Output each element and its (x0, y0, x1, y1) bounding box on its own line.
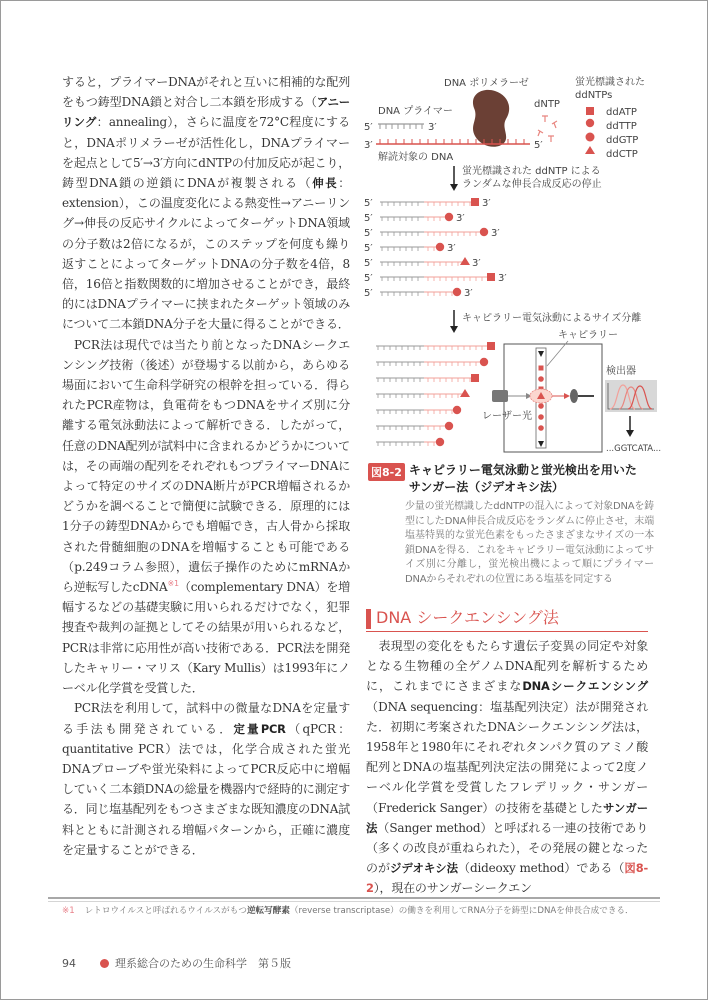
primer-label: DNA プライマー (378, 106, 453, 117)
fragment-5prime: 5′ (364, 228, 373, 239)
fragment-row (364, 243, 456, 254)
dntp-icons (538, 116, 557, 142)
term-sanger: サンガー法 (366, 800, 648, 835)
sequence-readout: ...GGTCATA... (606, 444, 662, 454)
page-footer (62, 955, 291, 971)
term-dideoxy: ジデオキシ法 (390, 861, 458, 876)
fragment-5prime: 5′ (364, 258, 373, 269)
legend-ddgtp: ddGTP (606, 135, 639, 146)
fragment-3prime: 3′ (482, 198, 491, 209)
detector-label: 検出器 (606, 366, 636, 377)
ddctp-marker (460, 257, 470, 265)
ddntp-marker (453, 406, 461, 414)
fragment-5prime: 5′ (364, 198, 373, 209)
template-3prime: 3′ (364, 140, 373, 151)
ddatp-marker (471, 198, 479, 206)
section-marker (366, 609, 371, 629)
step1-line1: 蛍光標識された ddNTP による (462, 166, 601, 177)
detector-icon (570, 389, 578, 403)
dntp-label: dNTP (534, 99, 560, 110)
figure-badge: 図8-2 (368, 463, 405, 481)
figure-caption (368, 462, 654, 588)
ddatp-marker (487, 273, 495, 281)
ddntp-marker (445, 422, 453, 430)
fragment-row (364, 273, 507, 284)
capillary-band (538, 376, 544, 382)
ddntps-label-1: 蛍光標識された (575, 77, 645, 88)
capillary-band (538, 414, 544, 420)
ddatp-marker (487, 342, 495, 350)
ddntp-marker (480, 358, 488, 366)
template-5prime: 5′ (534, 140, 543, 151)
sorted-row (376, 358, 488, 366)
sanger-diagram (362, 74, 662, 458)
section-heading (366, 607, 648, 632)
term-extension: 伸長 (312, 176, 339, 191)
bullet-icon (100, 959, 109, 968)
fragment-3prime: 3′ (498, 273, 507, 284)
capillary-band (539, 366, 544, 371)
polymerase-label: DNA ポリメラーゼ (444, 78, 529, 89)
fragment-5prime: 5′ (364, 213, 373, 224)
fragment-row (364, 288, 473, 299)
fragment-row (364, 257, 481, 269)
figure-ref-link[interactable]: 図8-2 (366, 861, 648, 896)
caption-title: キャピラリー電気泳動と蛍光検出を用いたサンガー法（ジデオキシ法） (408, 463, 637, 494)
sorted-row (376, 374, 479, 382)
paragraph-pcr-applications: PCR法は現代では当たり前となったDNAシークエンシング技術（後述）が登場する以前から，あらゆる場面において生命科学研究の根幹を担っている．得られたPCR産物は，負電荷をもつDNAをサイズ別に分離する電気泳動法によって解析できる．したがって，任意のDNA配列が試料中に含まれるかどうかについては，その両端の配列をそれぞれもつプライマーDNAによって特定のサイズのDNA断片がPCR増幅されるかどうかを調べることで簡便に試験できる．原理的には1分子の鋳型DNAからでも増幅でき，古人骨から採取された骨髄細胞のDNAを増幅することも可能である（p.249コラム参照），遺伝子操作のためにmRNAから逆転写したcDNA$^{※1}$（complementary DNA）を増幅するなどの基礎実験に用いられるだけでなく，犯罪捜査や裁判の証拠としてその結果が用いられるなど，PCRは非常に応用性が高い技術である．PCR法を開発したキャリー・マリス（Kary Mullis）は1993年にノーベル化学賞を受賞した． (62, 337, 350, 696)
sorted-row (376, 422, 453, 430)
paragraph-pcr-cycle: すると，プライマーDNAがそれと互いに相補的な配列をもつ鋳型DNA鎖と対合し二本鎖を形成する（アニーリング：annealing），さらに温度を72°C程度にすると，DNAポリメラーゼが活性化し，DNAプライマーを起点として5′→3′方向にdNTPの付加反応が起こり，鋳型DNA鎖の逆鎖にDNAが複製される（伸長：extension），この温度変化による熱変性→アニーリング→伸長の反応サイクルによってターゲットDNA領域の分子数は2倍になるが，このステップを何度も繰り返すことによってターゲットDNAの分子数を4倍，8倍，16倍と指数関数的に増加させることができ，最終的にはDNAプライマーに挟まれたターゲット領域のみについて二本鎖DNA分子を大量に得ることができる． (62, 75, 350, 332)
polymerase-shape (473, 90, 509, 147)
ddgtp-circle-icon (586, 133, 595, 142)
laser-source (492, 390, 508, 402)
sorted-fragments (376, 342, 495, 446)
footnote-mark: ※1 (62, 906, 75, 916)
capillary-band (538, 403, 544, 409)
term-annealing: アニーリング (62, 95, 350, 130)
footnote-rule-thin (48, 901, 660, 902)
legend-ddctp: ddCTP (606, 149, 638, 160)
fragment-3prime: 3′ (456, 213, 465, 224)
fragment-row (364, 228, 500, 239)
sorted-row (376, 406, 461, 414)
paragraph-sequencing: 表現型の変化をもたらす遺伝子変異の同定や対象となる生物種の全ゲノムDNA配列を解析するために，これまでにさまざまなDNAシークエンシング（DNA sequencing：塩基配列決定）法が開発された．初期に考案されたDNAシークエンシング法は，1958年と1980年にそれぞれタンパク質のアミノ酸配列とDNAの塩基配列決定法の開発によって2度ノーベル化学賞を受賞したフレデリック・サンガー（Frederick Sanger）の技術を基礎としたサンガー法（Sanger method）と呼ばれる一連の技術であり（多くの改良が重ねられた），その発展の鍵となったのがジデオキシ法（dideoxy method）である（図8-2），現在のサンガーシークエン (366, 639, 648, 896)
term-dna-sequencing: DNAシークエンシング (522, 679, 648, 694)
ddctp-triangle-icon (585, 146, 595, 154)
fragment-5prime: 5′ (364, 288, 373, 299)
capillary-label: キャピラリー (558, 330, 618, 341)
fragment-3prime: 3′ (491, 228, 500, 239)
capillary-band (538, 425, 544, 431)
sorted-row (376, 438, 444, 446)
footnote-ref[interactable]: ※1 (167, 579, 179, 589)
fragment-row (364, 198, 491, 209)
footnote-rule (48, 897, 660, 899)
page-number: 94 (62, 957, 76, 970)
step1-line2: ランダムな伸長合成反応の停止 (462, 179, 602, 190)
primer-5prime: 5′ (364, 122, 373, 133)
term-qpcr: 定量PCR (233, 721, 286, 736)
fragment-5prime: 5′ (364, 273, 373, 284)
ddatp-square-icon (586, 107, 594, 115)
ddntp-marker (445, 213, 453, 221)
primer-3prime: 3′ (428, 122, 437, 133)
caption-body: 少量の蛍光標識したddNTPの混入によって対象DNAを鋳型にしたDNA伸長合成反応をランダムに停止させ，末端塩基特異的な蛍光色素をもったさまざまなサイズの一本鎖DNAを得る．これをキャピラリー電気泳動によってサイズ別に分離し，蛍光検出機によって順にプライマーDNAからそれぞれの位置にある塩基を同定する (405, 501, 654, 585)
ddatp-marker (471, 374, 479, 382)
step2-label: キャピラリー電気泳動によるサイズ分離 (462, 313, 642, 324)
laser-label: レーザー光 (482, 411, 532, 422)
left-column (62, 72, 350, 860)
fragment-3prime: 3′ (464, 288, 473, 299)
footnote: ※1 レトロウイルスと呼ばれるウイルスがもつ逆転写酵素（reverse transcriptase）の働きを利用してRNA分子を鋳型にDNAを伸長合成できる． (62, 906, 634, 916)
ddttp-hex-icon (586, 119, 594, 127)
fragment-3prime: 3′ (472, 258, 481, 269)
ddctp-marker (460, 389, 470, 397)
ddntp-marker (436, 438, 444, 446)
terminated-fragments (364, 198, 507, 299)
ddntp-marker (453, 288, 461, 296)
book-title: 理系総合のための生命科学 第５版 (115, 957, 291, 970)
ddntp-marker (480, 228, 488, 236)
section-title: DNA シークエンシング法 (376, 608, 559, 627)
template-label: 解読対象の DNA (378, 152, 454, 163)
fragment-row (364, 213, 465, 224)
right-column (366, 636, 648, 899)
sorted-row (376, 389, 470, 398)
fragment-5prime: 5′ (364, 243, 373, 254)
ddntps-label-2: ddNTPs (575, 90, 613, 101)
legend-ddatp: ddATP (606, 107, 637, 118)
fragment-3prime: 3′ (447, 243, 456, 254)
ddntp-marker (436, 243, 444, 251)
paragraph-qpcr: PCR法を利用して，試料中の微量なDNAを定量する手法も開発されている．定量PCR（qPCR：quantitative PCR）法では，化学合成された蛍光DNAプローブや蛍光染料によってPCR反応中に増幅していく二本鎖DNAの総量を機器内で経時的に測定する．同じ塩基配列をもつさまざまな既知濃度のDNA試料とともに計測される増幅パターンから，正確に濃度を定量することができる． (62, 701, 350, 857)
figure-8-2 (362, 74, 662, 458)
legend-ddttp: ddTTP (606, 121, 637, 132)
sorted-row (376, 342, 495, 350)
